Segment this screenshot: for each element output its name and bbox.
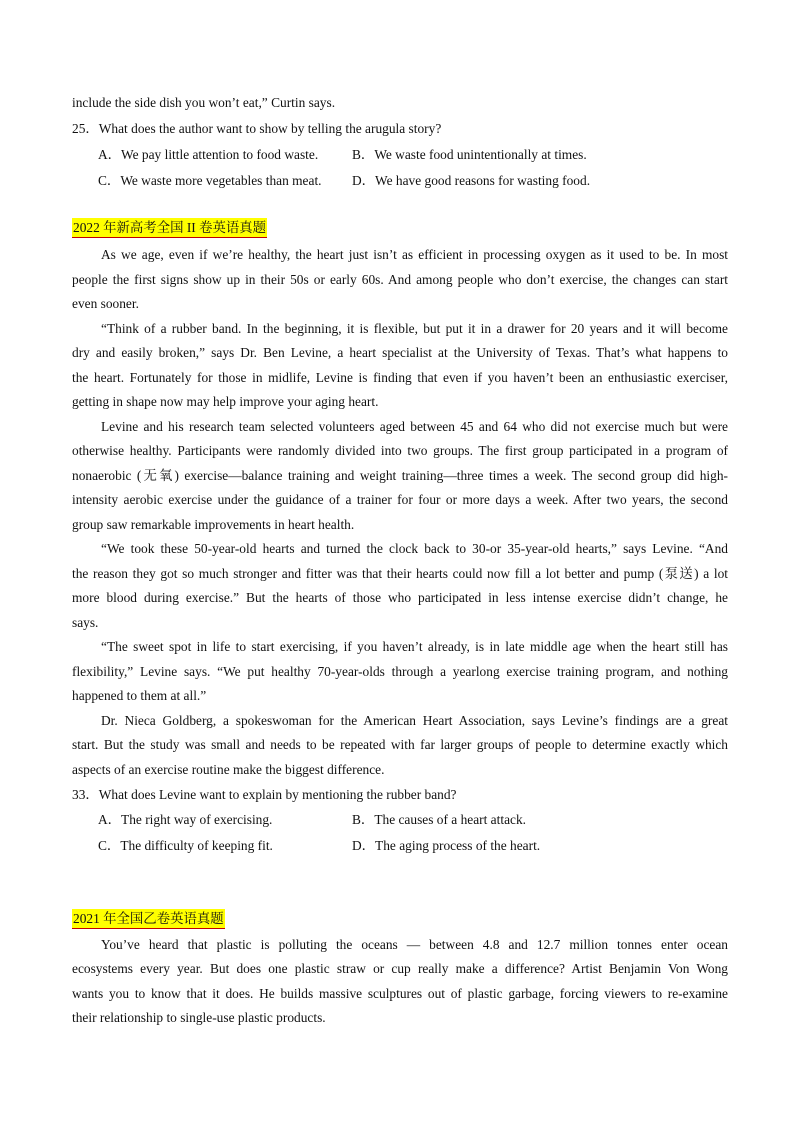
passage-line: getting in shape now may help improve your aging heart. xyxy=(72,394,379,409)
q25-option-c: C．We waste more vegetables than meat. xyxy=(98,173,322,188)
passage-line: “We took these 50-year-old hearts and turned the clock back to 30-or 35-year-old hearts,” says Levine. “And xyxy=(101,541,728,556)
passage-line: nonaerobic (无氧) exercise—balance training and weight training—three times a week. The second group did high- xyxy=(72,468,728,483)
passage-line: You’ve heard that plastic is polluting the oceans — between 4.8 and 12.7 million tonnes enter ocean xyxy=(101,937,728,952)
passage-line: the heart. Fortunately for those in midlife, Levine is finding that even if you haven’t been an enthusiastic exerciser, xyxy=(72,370,728,385)
carry-over-line: include the side dish you won’t eat,” Curtin says. xyxy=(72,95,336,110)
passage-line: “The sweet spot in life to start exercising, if you haven’t already, is in late middle age when the heart still has xyxy=(101,639,728,654)
passage-line: says. xyxy=(72,615,99,630)
q33-option-a: A．The right way of exercising. xyxy=(98,812,273,827)
passage-line: dry and easily broken,” says Dr. Ben Levine, a heart specialist at the University of Texas. That’s what happens to xyxy=(72,345,728,360)
passage-line: aspects of an exercise routine make the biggest difference. xyxy=(72,762,385,777)
q25-option-b: B．We waste food unintentionally at times. xyxy=(352,147,587,162)
q33-option-c: C．The difficulty of keeping fit. xyxy=(98,838,273,853)
section-2021-header: 2021 年全国乙卷英语真题 xyxy=(72,909,225,929)
passage-line: their relationship to single-use plastic products. xyxy=(72,1010,326,1025)
q33-option-b: B．The causes of a heart attack. xyxy=(352,812,526,827)
q25-option-a: A．We pay little attention to food waste. xyxy=(98,147,319,162)
q25-option-d: D．We have good reasons for wasting food. xyxy=(352,173,591,188)
passage-line: more blood during exercise.” But the hearts of those who participated in less intense exercise didn’t change, he xyxy=(72,590,728,605)
passage-line: intensity aerobic exercise under the guidance of a trainer for four or more days a week. After two years, the second xyxy=(72,492,728,507)
passage-line: even sooner. xyxy=(72,296,139,311)
passage-line: start. But the study was small and needs to be repeated with far larger groups of people to determine exactly which xyxy=(72,737,728,752)
passage-line: “Think of a rubber band. In the beginning, it is flexible, but put it in a drawer for 20 years and it will become xyxy=(101,321,728,336)
passage-line: As we age, even if we’re healthy, the heart just isn’t as efficient in processing oxygen as it used to be. In most xyxy=(101,247,728,262)
passage-line: otherwise healthy. Participants were randomly divided into two groups. The first group participated in a program of xyxy=(72,443,728,458)
passage-line: wants you to know that it does. He builds massive sculptures out of plastic garbage, forcing viewers to re-examine xyxy=(72,986,728,1001)
passage-line: Dr. Nieca Goldberg, a spokeswoman for the American Heart Association, says Levine’s findings are a great xyxy=(101,713,728,728)
passage-line: the reason they got so much stronger and fitter was that their hearts could now fill a lot better and pump (泵送) a lot xyxy=(72,566,728,581)
q33-option-d: D．The aging process of the heart. xyxy=(352,838,541,853)
section-2022-header: 2022 年新高考全国 II 卷英语真题 xyxy=(72,218,267,238)
passage-line: ecosystems every year. But does one plastic straw or cup really make a difference? Artist Benjamin Von Wong xyxy=(72,961,728,976)
passage-line: flexibility,” Levine says. “We put healthy 70-year-olds through a yearlong exercise training program, and nothing xyxy=(72,664,728,679)
passage-line: happened to them at all.” xyxy=(72,688,207,703)
passage-line: people the first signs show up in their 50s or early 60s. And among people who don’t exercise, the changes can start xyxy=(72,272,728,287)
passage-line: Levine and his research team selected volunteers aged between 45 and 64 who did not exercise much but were xyxy=(101,419,728,434)
question-33: 33．What does Levine want to explain by mentioning the rubber band? xyxy=(72,787,457,802)
question-25: 25．What does the author want to show by telling the arugula story? xyxy=(72,121,442,136)
passage-line: group saw remarkable improvements in heart health. xyxy=(72,517,355,532)
